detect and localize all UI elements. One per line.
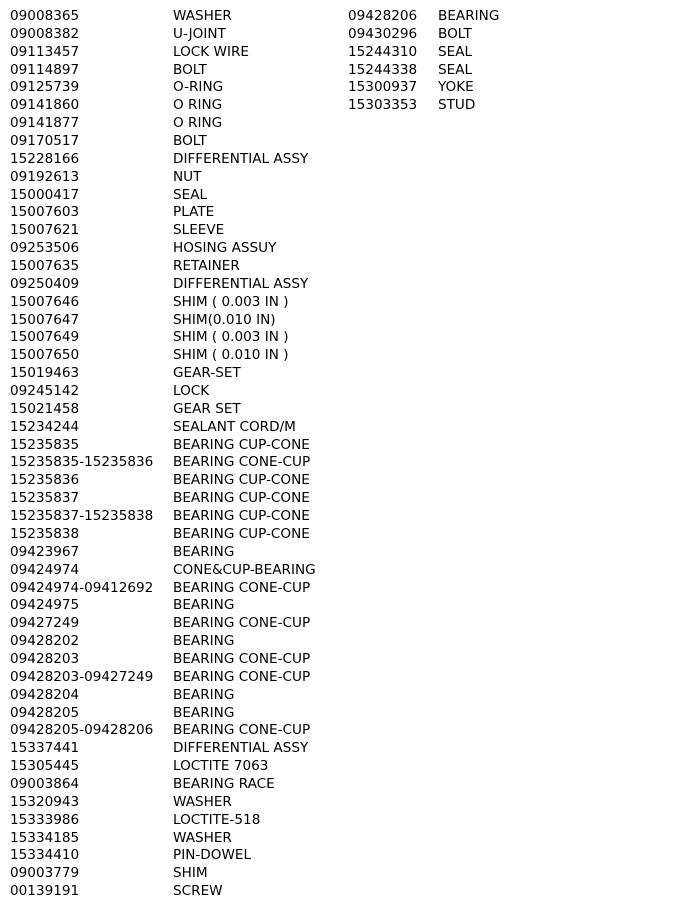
- part-number: 15337441: [10, 740, 80, 757]
- part-number: 09003864: [10, 775, 80, 792]
- part-description: SHIM ( 0.010 IN ): [173, 347, 289, 364]
- part-number: 15007649: [10, 329, 80, 346]
- part-description: PIN-DOWEL: [173, 847, 252, 864]
- part-number: 15235835: [10, 436, 80, 453]
- part-number: 15333986: [10, 811, 80, 828]
- part-number: 09253506: [10, 240, 80, 257]
- part-number: 15334410: [10, 847, 80, 864]
- part-description: SEAL: [438, 61, 473, 78]
- part-description: BEARING CONE-CUP: [173, 615, 311, 632]
- part-number: 15000417: [10, 186, 80, 203]
- part-number: 09424974: [10, 561, 80, 578]
- part-description: SCREW: [173, 883, 223, 900]
- part-description: HOSING ASSUY: [173, 240, 277, 257]
- part-description: BEARING CONE-CUP: [173, 454, 311, 471]
- part-number: 15244310: [348, 43, 418, 60]
- part-description: SLEEVE: [173, 222, 225, 239]
- part-number: 15235837-15235838: [10, 508, 154, 525]
- part-description: BEARING CUP-CONE: [173, 472, 310, 489]
- part-number: 09423967: [10, 543, 80, 560]
- part-number: 09113457: [10, 43, 80, 60]
- part-number: 15007603: [10, 204, 80, 221]
- part-description: LOCK: [173, 383, 210, 400]
- part-description: SEAL: [173, 186, 208, 203]
- part-number: 00139191: [10, 883, 80, 900]
- part-description: BEARING: [438, 8, 500, 24]
- part-description: BEARING CUP-CONE: [173, 525, 310, 542]
- part-description: BEARING RACE: [173, 775, 275, 792]
- part-description: SHIM ( 0.003 IN ): [173, 293, 289, 310]
- part-number: 09125739: [10, 79, 80, 96]
- part-number: 09430296: [348, 25, 418, 42]
- part-description: GEAR SET: [173, 400, 241, 417]
- part-number: 15303353: [348, 97, 418, 114]
- part-description: BEARING CONE-CUP: [173, 650, 311, 667]
- part-description: BEARING: [173, 543, 235, 560]
- part-number: 09008365: [10, 8, 80, 24]
- part-description: SHIM ( 0.003 IN ): [173, 329, 289, 346]
- part-number: 15235836: [10, 472, 80, 489]
- part-description: DIFFERENTIAL ASSY: [173, 150, 309, 167]
- part-number: 15320943: [10, 793, 80, 810]
- part-number: 15235837: [10, 490, 80, 507]
- part-number: 15228166: [10, 150, 80, 167]
- part-description: DIFFERENTIAL ASSY: [173, 275, 309, 292]
- part-number: 09428203: [10, 650, 80, 667]
- part-number: 15300937: [348, 79, 418, 96]
- part-number: 15334185: [10, 829, 80, 846]
- part-number: 09428203-09427249: [10, 668, 154, 685]
- part-description: BEARING CONE-CUP: [173, 579, 311, 596]
- part-number: 09192613: [10, 168, 80, 185]
- part-number: 09250409: [10, 275, 80, 292]
- part-number: 15235838: [10, 525, 80, 542]
- part-number: 15007621: [10, 222, 80, 239]
- part-number: 15234244: [10, 418, 80, 435]
- part-number: 15244338: [348, 61, 418, 78]
- part-number: 09428202: [10, 633, 80, 650]
- part-number: 09114897: [10, 61, 80, 78]
- part-description: BEARING CUP-CONE: [173, 490, 310, 507]
- part-description: BEARING CONE-CUP: [173, 668, 311, 685]
- part-number: 09428205: [10, 704, 80, 721]
- part-description: STUD: [438, 97, 476, 114]
- part-number: 09428205-09428206: [10, 722, 154, 739]
- part-description: WASHER: [173, 829, 232, 846]
- part-description: O-RING: [173, 79, 224, 96]
- part-description: BEARING CUP-CONE: [173, 436, 310, 453]
- part-description: LOCK WIRE: [173, 43, 249, 60]
- part-description: O RING: [173, 97, 223, 114]
- part-description: YOKE: [438, 79, 474, 96]
- part-description: SEALANT CORD/M: [173, 418, 296, 435]
- part-description: BEARING: [173, 597, 235, 614]
- part-number: 09008382: [10, 25, 80, 42]
- part-number: 09141860: [10, 97, 80, 114]
- part-description: U-JOINT: [173, 25, 226, 42]
- part-description: GEAR-SET: [173, 365, 241, 382]
- part-description: NUT: [173, 168, 202, 185]
- part-number: 15007647: [10, 311, 80, 328]
- part-number: 15007650: [10, 347, 80, 364]
- part-description: BOLT: [173, 61, 207, 78]
- part-number: 09427249: [10, 615, 80, 632]
- part-description: BEARING: [173, 686, 235, 703]
- part-description: LOCTITE 7063: [173, 758, 269, 775]
- part-description: RETAINER: [173, 258, 240, 275]
- part-number: 15007635: [10, 258, 80, 275]
- part-number: 09424974-09412692: [10, 579, 154, 596]
- part-description: WASHER: [173, 793, 232, 810]
- part-number: 09428204: [10, 686, 80, 703]
- part-description: SEAL: [438, 43, 473, 60]
- part-description: BOLT: [438, 25, 472, 42]
- part-description: PLATE: [173, 204, 215, 221]
- part-number: 15019463: [10, 365, 80, 382]
- part-description: O RING: [173, 115, 223, 132]
- part-number: 09424975: [10, 597, 80, 614]
- part-description: CONE&CUP-BEARING: [173, 561, 316, 578]
- part-description: SHIM: [173, 865, 208, 882]
- part-description: BOLT: [173, 133, 207, 150]
- part-description: BEARING: [173, 633, 235, 650]
- part-description: SHIM(0.010 IN): [173, 311, 276, 328]
- part-description: WASHER: [173, 8, 232, 24]
- part-number: 15305445: [10, 758, 80, 775]
- part-number: 09245142: [10, 383, 80, 400]
- part-description: LOCTITE-518: [173, 811, 261, 828]
- part-description: BEARING CUP-CONE: [173, 508, 310, 525]
- part-number: 09428206: [348, 8, 418, 24]
- part-description: BEARING CONE-CUP: [173, 722, 311, 739]
- part-number: 15021458: [10, 400, 80, 417]
- part-number: 15007646: [10, 293, 80, 310]
- part-number: 09003779: [10, 865, 80, 882]
- part-number: 09141877: [10, 115, 80, 132]
- part-number: 15235835-15235836: [10, 454, 154, 471]
- part-number: 09170517: [10, 133, 80, 150]
- part-description: DIFFERENTIAL ASSY: [173, 740, 309, 757]
- part-description: BEARING: [173, 704, 235, 721]
